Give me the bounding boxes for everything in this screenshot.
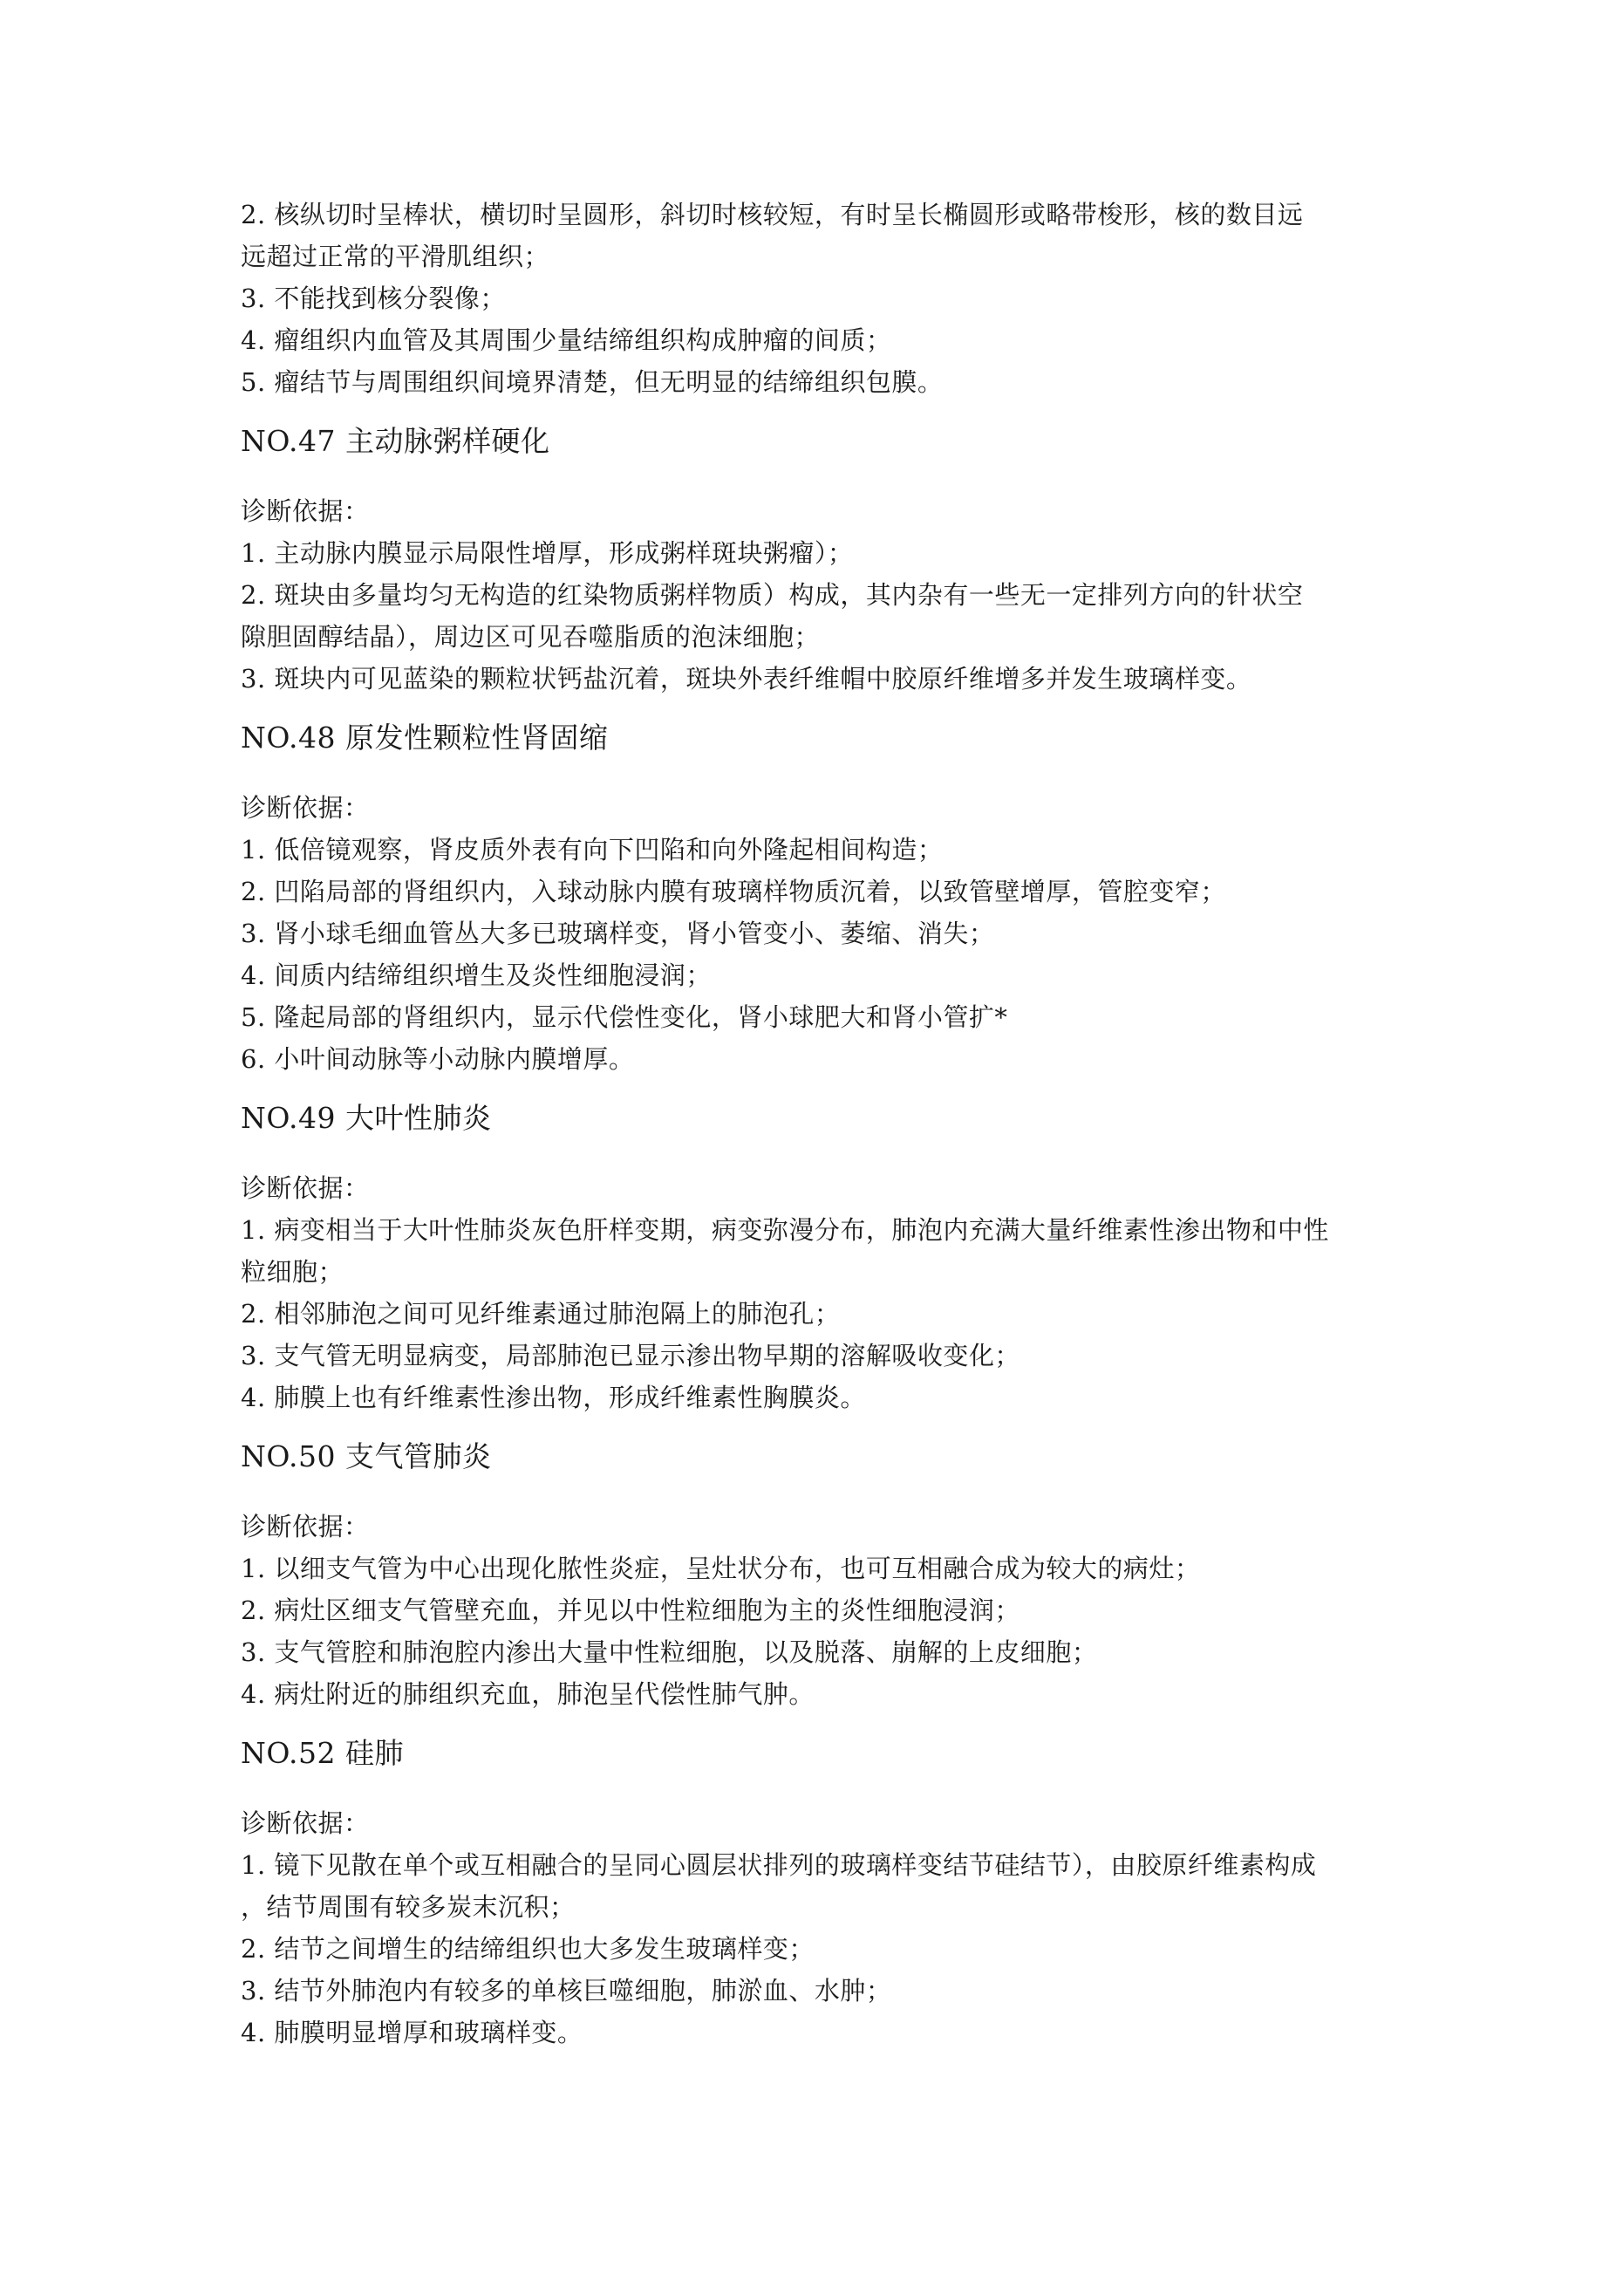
text-line: 2. 凹陷局部的肾组织内，入球动脉内膜有玻璃样物质沉着，以致管壁增厚，管腔变窄； [241,877,1226,906]
document-page [241,194,1409,2053]
section-no47 [241,422,1409,700]
text-line: 2. 病灶区细支气管壁充血，并见以中性粒细胞为主的炎性细胞浸润； [241,1596,1020,1625]
text-line: 隙胆固醇结晶），周边区可见吞噬脂质的泡沫细胞； [241,622,821,652]
diagnosis-label: 诊断依据： [241,1808,370,1838]
text-line: 1. 镜下见散在单个或互相融合的呈同心圆层状排列的玻璃样变结节硅结节），由胶原纤维素构成 [241,1850,1317,1880]
text-line: 3. 肾小球毛细血管丛大多已玻璃样变，肾小管变小、萎缩、消失； [241,919,995,948]
text-line: 3. 支气管无明显病变，局部肺泡已显示渗出物早期的溶解吸收变化； [241,1341,1020,1370]
text-line: 3. 斑块内可见蓝染的颗粒状钙盐沉着，斑块外表纤维帽中胶原纤维增多并发生玻璃样变。 [241,664,1252,694]
text-line: 1. 以细支气管为中心出现化脓性炎症，呈灶状分布，也可互相融合成为较大的病灶； [241,1554,1201,1583]
section-no52 [241,1734,1409,2053]
intro-block [241,194,1409,403]
text-line: 6. 小叶间动脉等小动脉内膜增厚。 [241,1044,635,1074]
diagnosis-label: 诊断依据： [241,793,370,823]
text-line: 2. 结节之间增生的结缔组织也大多发生玻璃样变； [241,1934,815,1964]
text-line: ，结节周围有较多炭末沉积； [241,1892,576,1922]
diagnosis-label: 诊断依据： [241,1173,370,1203]
text-line: 2. 斑块由多量均匀无构造的红染物质粥样物质）构成，其内杂有一些无一定排列方向的针状空 [241,580,1304,610]
section-heading: NO.48 原发性颗粒性肾固缩 [241,721,609,755]
text-line: 4. 肺膜明显增厚和玻璃样变。 [241,2018,583,2047]
text-line: 4. 瘤组织内血管及其周围少量结缔组织构成肿瘤的间质； [241,325,892,355]
text-line: 1. 主动脉内膜显示局限性增厚，形成粥样斑块粥瘤）； [241,538,854,568]
text-line: 5. 隆起局部的肾组织内，显示代偿性变化，肾小球肥大和肾小管扩* [241,1002,1008,1032]
text-line: 2. 核纵切时呈棒状，横切时呈圆形，斜切时核较短，有时呈长椭圆形或略带梭形，核的数目远 [241,200,1304,229]
diagnosis-label: 诊断依据： [241,1512,370,1541]
section-no48 [241,719,1409,1080]
section-no50 [241,1438,1409,1715]
section-heading: NO.47 主动脉粥样硬化 [241,424,550,458]
text-line: 粒细胞； [241,1257,344,1287]
text-line: 4. 病灶附近的肺组织充血，肺泡呈代偿性肺气肿。 [241,1679,815,1709]
text-line: 4. 肺膜上也有纤维素性渗出物，形成纤维素性胸膜炎。 [241,1383,866,1412]
text-line: 3. 不能找到核分裂像； [241,284,506,313]
text-line: 3. 结节外肺泡内有较多的单核巨噬细胞，肺淤血、水肿； [241,1976,892,2006]
text-line: 1. 低倍镜观察，肾皮质外表有向下凹陷和向外隆起相间构造； [241,835,944,864]
text-line: 远超过正常的平滑肌组织； [241,242,550,271]
section-heading: NO.52 硅肺 [241,1736,404,1770]
section-heading: NO.50 支气管肺炎 [241,1439,492,1473]
text-line: 5. 瘤结节与周围组织间境界清楚，但无明显的结缔组织包膜。 [241,367,944,397]
text-line: 1. 病变相当于大叶性肺炎灰色肝样变期，病变弥漫分布，肺泡内充满大量纤维素性渗出物和中性 [241,1215,1329,1245]
section-no49 [241,1099,1409,1418]
section-heading: NO.49 大叶性肺炎 [241,1101,492,1135]
diagnosis-label: 诊断依据： [241,496,370,526]
text-line: 2. 相邻肺泡之间可见纤维素通过肺泡隔上的肺泡孔； [241,1299,841,1329]
text-line: 4. 间质内结缔组织增生及炎性细胞浸润； [241,960,712,990]
text-line: 3. 支气管腔和肺泡腔内渗出大量中性粒细胞，以及脱落、崩解的上皮细胞； [241,1637,1098,1667]
